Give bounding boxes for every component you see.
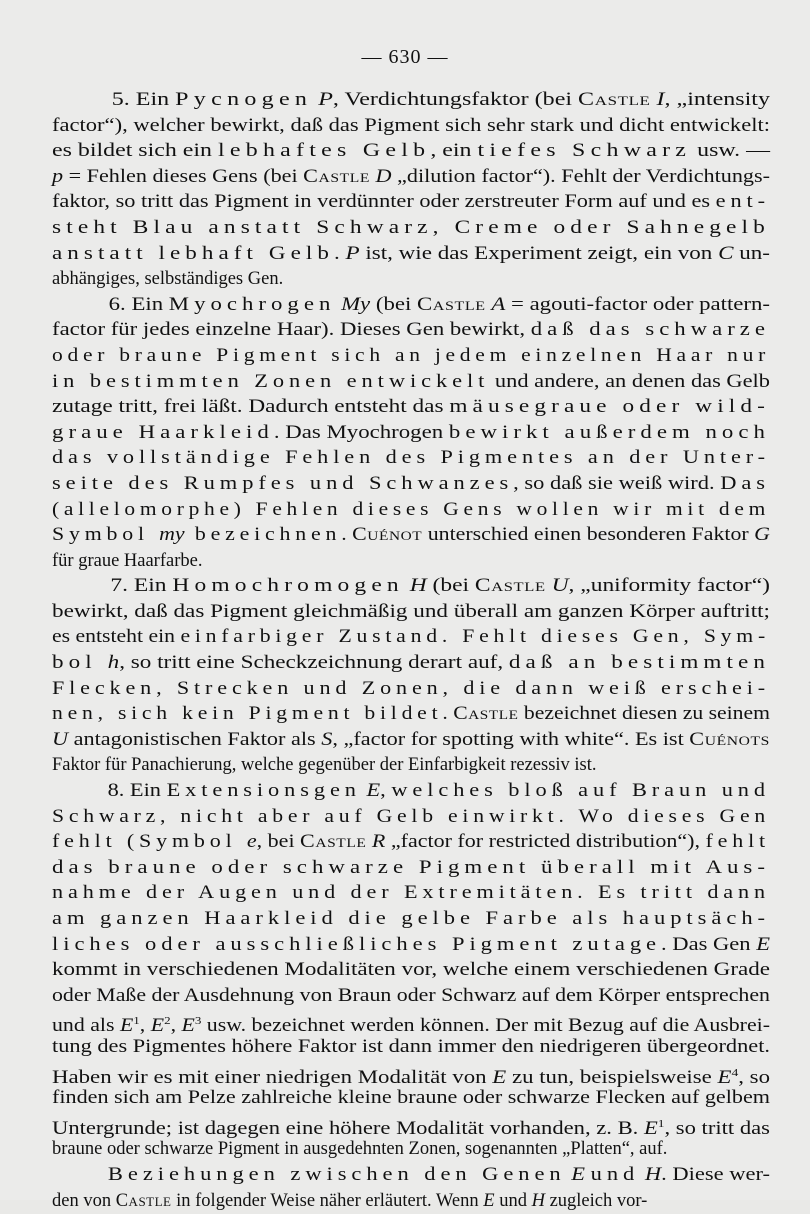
text-run: factor für jedes einzelne Haar). Dieses Gen bewirkt, xyxy=(52,320,531,341)
text-run: bewirkt, daß das Pigment gleichmäßig und überall am ganzen Körper auftritt; xyxy=(52,601,770,622)
text-run: Myochrogen xyxy=(168,294,336,315)
text-line xyxy=(52,395,770,421)
text-run: und als xyxy=(52,1016,120,1037)
text-line xyxy=(52,1189,770,1214)
text-run: e xyxy=(246,832,257,853)
text-run: U xyxy=(551,576,569,597)
text-run: , so daß sie weiß wird. xyxy=(513,473,721,494)
text-line-content xyxy=(52,318,770,344)
text-run: unterschied einen besonderen Faktor xyxy=(422,525,755,546)
text-run: es bildet sich ein xyxy=(52,141,218,162)
text-line-content xyxy=(52,625,770,651)
text-run: , xyxy=(139,1016,151,1037)
text-run: P xyxy=(345,243,360,264)
text-run: U xyxy=(52,729,69,750)
text-run: kommt in verschiedenen Modalitäten vor, welche einem verschiedenen Grade xyxy=(52,960,770,981)
text-line-content xyxy=(52,139,770,165)
text-line xyxy=(52,651,770,677)
text-line xyxy=(52,856,770,882)
text-run: My xyxy=(341,294,371,315)
text-run: Faktor für Panachierung, welche gegenüber der Einfarbigkeit rezessiv ist. xyxy=(52,755,597,776)
text-line-content xyxy=(52,574,770,600)
text-run: den von xyxy=(52,1190,116,1211)
text-line-content xyxy=(52,805,770,831)
text-line xyxy=(52,677,770,703)
text-run: Haben wir es mit einer niedrigen Modalität von xyxy=(52,1067,493,1088)
text-run: am ganzen Haarkleid die gelbe Farbe als hauptsäch- xyxy=(52,909,771,929)
text-line xyxy=(52,728,770,754)
text-run: Cuénot xyxy=(352,525,423,546)
text-line xyxy=(52,1112,770,1138)
text-line-content xyxy=(52,88,770,114)
text-line-content xyxy=(52,1137,667,1163)
text-run: anstatt lebhaft Gelb xyxy=(52,243,334,264)
text-line-content xyxy=(52,933,770,959)
text-run: 5. Ein xyxy=(111,90,176,110)
text-line-content xyxy=(52,472,770,498)
text-run: für graue Haarfarbe. xyxy=(52,550,203,571)
text-run: A xyxy=(491,294,506,315)
text-line xyxy=(52,370,770,396)
text-run: H xyxy=(531,1190,545,1211)
text-line-content xyxy=(52,984,770,1010)
text-run: , xyxy=(380,781,392,802)
text-run: un- xyxy=(733,243,770,264)
text-line-content xyxy=(52,728,770,754)
text-line xyxy=(52,1086,770,1112)
text-line-content xyxy=(52,1086,770,1112)
text-run: welches bloß auf Braun und xyxy=(391,781,770,802)
text-run: . xyxy=(341,525,353,546)
text-run: p xyxy=(52,166,64,187)
text-line xyxy=(52,958,770,984)
text-line xyxy=(52,549,770,575)
text-line-content xyxy=(52,114,770,140)
text-run: = agouti-factor oder pattern- xyxy=(505,294,770,315)
text-run: E xyxy=(492,1067,507,1088)
text-line xyxy=(52,242,770,268)
text-run: mäusegraue oder wild- xyxy=(449,397,771,418)
text-line-content xyxy=(52,395,770,421)
text-line xyxy=(52,881,770,907)
text-run: daß an bestimmten xyxy=(508,653,771,674)
text-line-content xyxy=(52,216,770,242)
text-line xyxy=(52,344,770,370)
text-line xyxy=(52,498,770,524)
text-run: usw. — xyxy=(691,141,770,162)
text-run: R xyxy=(371,832,386,853)
text-run: 4 xyxy=(731,1066,739,1079)
text-line-content xyxy=(52,1035,770,1061)
text-run: bewirkt außerdem noch xyxy=(448,422,770,443)
text-line-content xyxy=(52,498,770,524)
text-run: E xyxy=(483,1190,495,1211)
text-run: 2 xyxy=(164,1015,171,1028)
text-line xyxy=(52,421,770,447)
text-run: , xyxy=(170,1016,182,1037)
text-run: seite des Rumpfes und Schwanzes xyxy=(52,473,514,494)
text-run: tiefes Schwarz xyxy=(477,141,692,162)
text-run: (bei xyxy=(370,294,417,315)
text-line xyxy=(52,830,770,856)
text-run: liches oder ausschließliches Pigment zutage xyxy=(52,934,662,955)
text-line xyxy=(52,702,770,728)
text-run: 6. Ein xyxy=(108,294,169,315)
text-line xyxy=(52,523,770,549)
text-run: und andere, an denen das Gelb xyxy=(489,371,771,392)
text-run: ist, wie das Experiment zeigt, ein von xyxy=(359,243,719,264)
text-run: zugleich vor- xyxy=(544,1190,648,1211)
text-line-content xyxy=(52,370,770,396)
text-run: 8. Ein xyxy=(107,781,167,802)
text-run: P xyxy=(318,90,333,110)
text-line-content xyxy=(52,1189,647,1214)
text-run: tung des Pigmentes höhere Faktor ist dann immer den niedrigeren übergeordnet. xyxy=(52,1036,771,1057)
text-line xyxy=(52,1061,770,1087)
text-run: E xyxy=(150,1016,165,1037)
text-line xyxy=(52,625,770,651)
text-run: Symbol xyxy=(52,525,160,546)
text-run: = Fehlen dieses Gens (bei xyxy=(63,166,304,187)
text-run: , so tritt das xyxy=(664,1118,770,1139)
text-run: Castle xyxy=(303,166,370,187)
text-run: Castle xyxy=(115,1190,172,1211)
text-line xyxy=(52,1035,770,1061)
text-run: , so tritt eine Scheckzeichnung derart auf, xyxy=(119,653,509,674)
text-run: faktor, so tritt das Pigment in verdünnter oder zerstreuter Form auf und es xyxy=(52,192,716,213)
text-run: antagonistischen Faktor als xyxy=(68,729,322,750)
text-run: , „factor for spotting with white“. Es ist xyxy=(332,729,690,750)
text-line-content xyxy=(52,293,770,319)
text-run: I xyxy=(656,90,665,110)
text-run: oder braune Pigment sich an jedem einzelnen Haar nur xyxy=(52,345,770,366)
text-run: , Verdichtungsfaktor (bei xyxy=(332,90,579,110)
text-line xyxy=(52,472,770,498)
page-number: — 630 — xyxy=(361,46,449,68)
text-run: usw. bezeichnet werden können. Der mit Bezug auf die Ausbrei- xyxy=(201,1016,770,1037)
text-line-content xyxy=(52,242,770,268)
text-line xyxy=(52,933,770,959)
text-line-content xyxy=(52,881,770,907)
text-line xyxy=(52,88,770,114)
text-line xyxy=(52,779,770,805)
text-run: (bei xyxy=(426,576,475,597)
text-run: , „intensity xyxy=(664,90,770,110)
text-run: 7. Ein xyxy=(110,576,173,597)
text-run: oder Maße der Ausdehnung von Braun oder Schwarz auf dem Körper entsprechen xyxy=(52,985,770,1006)
text-line-content xyxy=(52,523,770,549)
text-line-content xyxy=(52,651,770,677)
text-line-content xyxy=(52,753,597,779)
text-line xyxy=(52,165,770,191)
text-run: und xyxy=(494,1190,532,1211)
text-run: in bestimmten Zonen entwickelt xyxy=(52,371,490,392)
text-line-content xyxy=(52,779,770,805)
text-run: H xyxy=(644,1164,662,1185)
text-run: Pycnogen xyxy=(175,90,313,110)
text-run: my xyxy=(159,525,185,546)
text-run: Flecken, Strecken und Zonen, die dann weiß erschei- xyxy=(52,678,770,699)
text-run: einfarbiger Zustand. Fehlt dieses Gen, Sym- xyxy=(180,627,770,648)
text-run: Castle xyxy=(453,704,519,725)
text-line-content xyxy=(52,677,770,703)
text-run: das vollständige Fehlen des Pigmentes an der Unter- xyxy=(52,448,770,469)
text-run: abhängiges, selbständiges Gen. xyxy=(52,269,284,290)
text-run: bol xyxy=(52,653,108,674)
text-line-content xyxy=(52,344,770,370)
text-run: Castle xyxy=(300,832,367,853)
text-run: . xyxy=(333,243,346,264)
text-run: „factor for restricted distribution“), xyxy=(385,832,706,853)
text-run: , ein xyxy=(430,141,478,162)
text-run: graue Haarkleid xyxy=(52,422,274,443)
text-run: E xyxy=(119,1016,134,1037)
text-line-content xyxy=(52,549,202,575)
text-line-content xyxy=(52,190,770,216)
text-run: Castle xyxy=(578,90,651,110)
text-line xyxy=(52,293,770,319)
text-line-content xyxy=(52,907,770,933)
text-line xyxy=(52,907,770,933)
text-line xyxy=(52,1137,770,1163)
text-run: E xyxy=(717,1067,732,1088)
text-run: Homochromogen xyxy=(172,576,404,597)
text-run: Beziehungen zwischen den Genen xyxy=(107,1164,566,1185)
text-run: nahme der Augen und der Extremitäten. Es tritt dann xyxy=(52,883,770,904)
text-run: Das xyxy=(720,473,770,494)
text-line xyxy=(52,753,770,779)
text-run: ent- xyxy=(715,192,771,213)
text-run: Untergrunde; ist dagegen eine höhere Modalität vorhanden, z. B. xyxy=(52,1118,644,1139)
text-line-content xyxy=(52,1163,770,1189)
text-line-content xyxy=(52,165,770,191)
text-run: das braune oder schwarze Pigment überall mit Aus- xyxy=(52,857,770,878)
text-line xyxy=(52,190,770,216)
text-run: fehlt (Symbol xyxy=(52,832,247,853)
text-line xyxy=(52,600,770,626)
text-run: braune oder schwarze Pigment in ausgedehnten Zonen, sogenannten „Platten“, auf. xyxy=(52,1139,668,1160)
text-run: 1 xyxy=(657,1117,665,1130)
text-run: . Das Gen xyxy=(661,934,757,955)
text-run: es entsteht ein xyxy=(52,627,181,648)
text-run: Castle xyxy=(474,576,546,597)
text-run: Castle xyxy=(416,294,486,315)
text-line xyxy=(52,139,770,165)
text-line xyxy=(52,1163,770,1189)
text-line-content xyxy=(52,958,770,984)
text-line xyxy=(52,984,770,1010)
text-run: zu tun, beispielsweise xyxy=(506,1067,718,1088)
text-run: fehlt xyxy=(705,832,771,853)
text-line xyxy=(52,267,770,293)
text-run: bezeichnen xyxy=(184,525,342,546)
text-run: factor“), welcher bewirkt, daß das Pigment sich sehr stark und dicht entwickelt: xyxy=(52,115,771,136)
text-run: 1 xyxy=(133,1015,140,1028)
text-run: E xyxy=(643,1118,658,1139)
text-run: Cuénots xyxy=(689,729,770,750)
body-text xyxy=(52,88,770,1214)
text-run: E xyxy=(366,781,381,802)
text-run: E xyxy=(571,1164,586,1185)
text-line xyxy=(52,805,770,831)
text-run: , so xyxy=(738,1067,770,1088)
text-run: C xyxy=(718,243,734,264)
text-run: S xyxy=(321,729,333,750)
text-run: (allelomorphe) Fehlen dieses Gens wollen wir mit dem xyxy=(52,499,770,520)
text-line-content xyxy=(52,600,770,626)
text-run: steht Blau anstatt Schwarz, Creme oder Sahnegelb xyxy=(52,217,771,238)
text-run: zutage tritt, frei läßt. Dadurch entsteht das xyxy=(52,397,450,418)
text-line-content xyxy=(52,830,770,856)
text-run: Schwarz, nicht aber auf Gelb einwirkt. Wo dieses Gen xyxy=(52,806,771,827)
text-run: . Diese wer- xyxy=(661,1164,770,1185)
text-line xyxy=(52,446,770,472)
text-line-content xyxy=(52,446,770,472)
text-run: G xyxy=(754,525,770,546)
text-line xyxy=(52,114,770,140)
text-run: nen, sich kein Pigment bildet xyxy=(52,704,443,725)
text-run: Extensionsgen xyxy=(166,781,361,802)
text-run: und xyxy=(590,1164,640,1185)
text-run: , bei xyxy=(256,832,301,853)
text-run: , „uniformity factor“) xyxy=(568,576,770,597)
text-run: in folgender Weise näher erläutert. Wenn xyxy=(171,1190,484,1211)
text-line-content xyxy=(52,421,770,447)
text-line-content xyxy=(52,702,770,728)
text-run: . xyxy=(442,704,454,725)
text-line xyxy=(52,1009,770,1035)
text-run: bezeichnet diesen zu seinem xyxy=(518,704,770,725)
text-line xyxy=(52,318,770,344)
text-run: daß das schwarze xyxy=(530,320,770,341)
text-line xyxy=(52,216,770,242)
text-run: D xyxy=(375,166,392,187)
text-run: 3 xyxy=(194,1015,202,1028)
text-line-content xyxy=(52,267,283,293)
text-run: h xyxy=(107,653,120,674)
text-run: E xyxy=(181,1016,195,1037)
text-run: H xyxy=(409,576,427,597)
text-line-content xyxy=(52,856,770,882)
text-line xyxy=(52,574,770,600)
text-run: „dilution factor“). Fehlt der Verdichtungs- xyxy=(391,166,771,187)
text-run: E xyxy=(756,934,771,955)
text-run: lebhaftes Gelb xyxy=(217,141,431,162)
text-run: finden sich am Pelze zahlreiche kleine braune oder schwarze Flecken auf gelbem xyxy=(52,1088,770,1109)
text-run: . Das Myochrogen xyxy=(273,422,449,443)
